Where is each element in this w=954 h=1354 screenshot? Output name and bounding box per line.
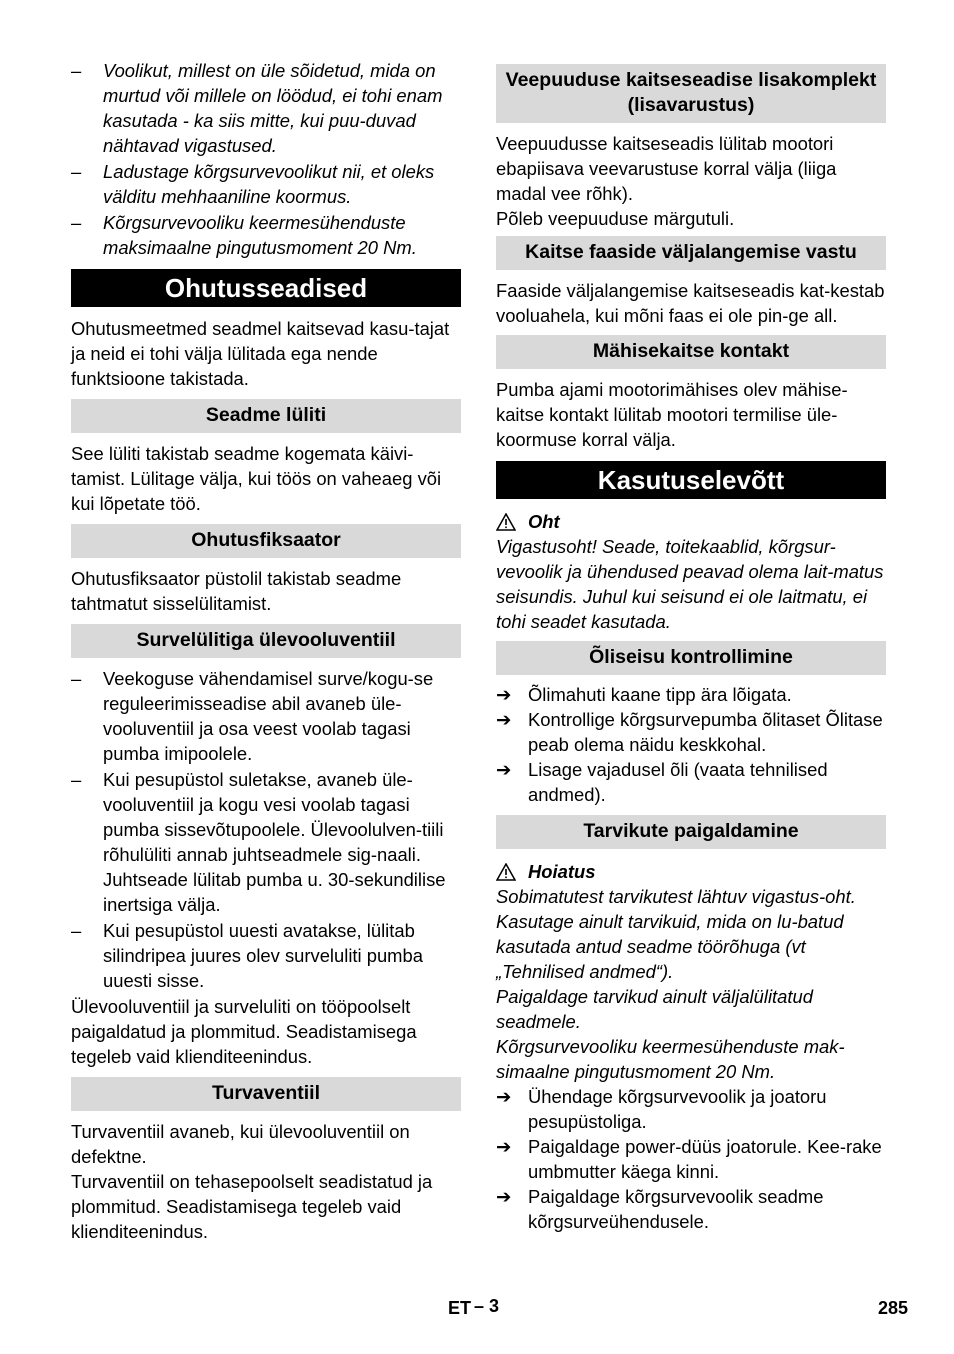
arrow-icon: ➔ xyxy=(496,1086,512,1107)
list-item: ➔ Paigaldage power-düüs joatorule. Kee-rake umbmutter käega kinni. xyxy=(496,1136,882,1182)
dash-list xyxy=(71,666,461,993)
list-item: ➔ Õlimahuti kaane tipp ära lõigata. xyxy=(496,684,792,705)
right-column xyxy=(496,64,886,1234)
list-item: – Veekoguse vähendamisel surve/kogu-se reguleerimisseadise abil avaneb üle-vooluventiil ja osa veest voolab tagasi pumba imipoolele. xyxy=(71,668,434,764)
list-item: ➔ Lisage vajadusel õli (vaata tehnilised andmed). xyxy=(496,759,828,805)
paragraph: Ohutusmeetmed seadmel kaitsevad kasu-tajat ja neid ei tohi välja lülitada ega nende funktsioone takistada. xyxy=(71,318,450,389)
list-item: – Kõrgsurvevooliku keermesühenduste maksimaalne pingutusmoment 20 Nm. xyxy=(71,212,417,258)
page-number: 285 xyxy=(878,1298,909,1318)
subheading-mahisekaitse-kontakt: Mähisekaitse kontakt xyxy=(496,335,886,369)
arrow-icon: ➔ xyxy=(496,1136,512,1157)
arrow-icon: ➔ xyxy=(496,1186,512,1207)
list-item: ➔ Ühendage kõrgsurvevoolik ja joatoru pesupüstoliga. xyxy=(496,1086,827,1132)
list-item: – Kui pesupüstol uuesti avatakse, lülitab silindripea juures olev surveluliti pumba uuesti sisse. xyxy=(71,920,423,991)
list-item: – Kui pesupüstol suletakse, avaneb üle-vooluventiil ja kogu vesi voolab tagasi pumba sissevõtupoolele. Ülevoolulven-tiili rõhulüliti annab juhtseadmele sig-naali. Juhtseade lülitab pumba u. 30-sekundilise inertsiga välja. xyxy=(71,769,446,915)
arrow-list xyxy=(496,1084,886,1234)
subheading-oliseisu-kontrollimine: Õliseisu kontrollimine xyxy=(496,641,886,675)
list-item: – Voolikut, millest on üle sõidetud, mida on murtud või millele on löödud, ei tohi enam kasutada - ka siis mitte, kui puu-duvad nähtavad vigastused. xyxy=(71,60,443,156)
warning-text: Sobimatutest tarvikutest lähtuv vigastus-oht. Kasutage ainult tarvikuid, mida on lu-batud kasutada antud seadme töörõhuga (vt „Tehnilised andmed“). xyxy=(496,886,856,982)
subheading-turvaventiil: Turvaventiil xyxy=(71,1077,461,1111)
subheading-survelulitiga-ulevooluventiil: Survelülitiga ülevooluventiil xyxy=(71,624,461,658)
subheading-veepuuduse-kaitseseadis: Veepuuduse kaitseseadise lisakomplekt (lisavarustus) xyxy=(496,64,886,123)
section-heading-kasutuselevott: Kasutuselevõtt xyxy=(496,461,886,499)
list-item: ➔ Kontrollige kõrgsurvepumba õlitaset Õlitase peab olema näidu keskkohal. xyxy=(496,709,883,755)
danger-notice: Oht xyxy=(496,509,886,534)
section-heading-ohutusseadised: Ohutusseadised xyxy=(71,269,461,307)
paragraph: Põleb veepuuduse märgutuli. xyxy=(496,208,735,229)
warning-text: Paigaldage tarvikud ainult väljalülitatud seadmele. xyxy=(496,986,813,1032)
left-column xyxy=(71,58,461,1244)
paragraph: See lüliti takistab seadme kogemata käivi-tamist. Lülitage välja, kui töös on vaheaeg või kui lõpetate töö. xyxy=(71,443,442,514)
warning-text: Kõrgsurvevooliku keermesühenduste mak-simaalne pingutusmoment 20 Nm. xyxy=(496,1036,845,1082)
paragraph: Veepuudusse kaitseseadis lülitab mootori ebapiisava veevarustuse korral välja (liiga madal vee rõhk). xyxy=(496,133,837,204)
subheading-ohutusfiksaator: Ohutusfiksaator xyxy=(71,524,461,558)
subheading-kaitse-faaside: Kaitse faaside väljalangemise vastu xyxy=(496,236,886,270)
paragraph: Pumba ajami mootorimähises olev mähise-kaitse kontakt lülitab mootori termilise üle-koormuse korral välja. xyxy=(496,379,848,450)
warning-notice: Hoiatus xyxy=(496,859,886,884)
paragraph: Turvaventiil avaneb, kui ülevooluventiil on defektne. xyxy=(71,1121,410,1167)
warning-triangle-icon xyxy=(496,513,516,531)
subheading-tarvikute-paigaldamine: Tarvikute paigaldamine xyxy=(496,815,886,849)
footer-section-number: – 3 xyxy=(474,1296,500,1316)
arrow-list xyxy=(496,682,886,807)
dash-list xyxy=(71,58,461,260)
arrow-icon: ➔ xyxy=(496,759,512,780)
arrow-icon: ➔ xyxy=(496,684,512,705)
arrow-icon: ➔ xyxy=(496,709,512,730)
subheading-seadme-luliti: Seadme lüliti xyxy=(71,399,461,433)
paragraph: Faaside väljalangemise kaitseseadis kat-kestab vooluahela, kui mõni faas ei ole pin-ge all. xyxy=(496,280,885,326)
paragraph: Ohutusfiksaator püstolil takistab seadme tahtmatut sisselülitamist. xyxy=(71,568,402,614)
paragraph: Turvaventiil on tehasepoolselt seadistatud ja plommitud. Seadistamisega tegeleb vaid klienditeenindus. xyxy=(71,1171,433,1242)
danger-text: Vigastusoht! Seade, toitekaablid, kõrgsur-vevoolik ja ühendused peavad olema lait-matus seisundis. Juhul kui seisund ei ole laitmatu, ei tohi seadet kasutada. xyxy=(496,536,884,632)
list-item: ➔ Paigaldage kõrgsurvevoolik seadme kõrgsurveühendusele. xyxy=(496,1186,824,1232)
list-item: – Ladustage kõrgsurvevoolikut nii, et oleks välditu mehhaaniline koormus. xyxy=(71,161,435,207)
footer-language: ET xyxy=(448,1298,472,1318)
warning-triangle-icon xyxy=(496,863,516,881)
paragraph: Ülevooluventiil ja surveluliti on tööpoolselt paigaldatud ja plommitud. Seadistamisega tegeleb vaid klienditeenindus. xyxy=(71,996,417,1067)
